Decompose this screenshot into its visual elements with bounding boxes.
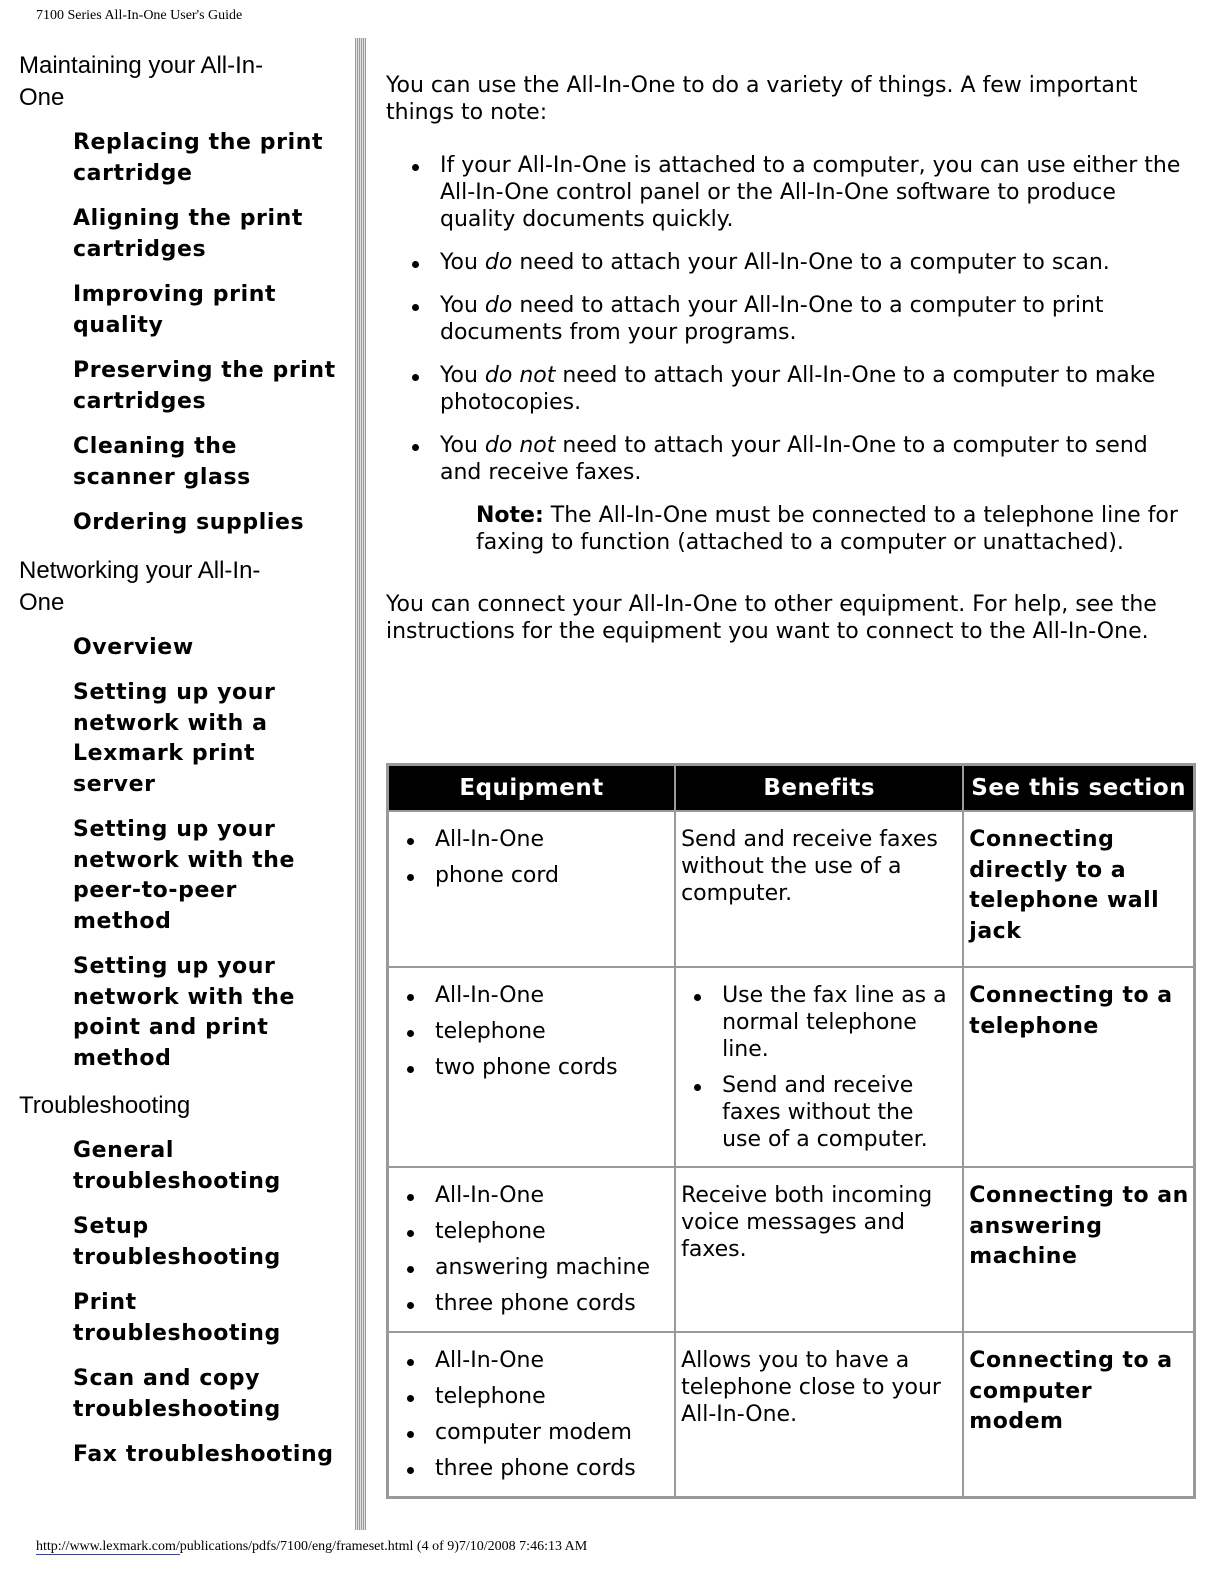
equipment-item: All-In-One [435,982,674,1009]
nav-section-troubleshooting: Troubleshooting [19,1092,191,1119]
equipment-cell [388,1332,675,1497]
note-text: The All-In-One must be connected to a telephone line for faxing to function (attached to a computer or unattached). [476,503,1178,555]
main-content [386,72,1196,645]
equipment-table [386,763,1196,1499]
benefit-text: Allows you to have a telephone close to your All-In-One. [681,1348,941,1427]
header-see-section: See this section [963,765,1194,811]
nav-link-preserving-cartridges[interactable]: Preserving the print cartridges [73,358,336,414]
section-cell [963,1167,1194,1332]
nav-link-aligning-cartridges[interactable]: Aligning the print cartridges [73,206,304,262]
section-link-answering-machine[interactable]: Connecting to an answering machine [969,1183,1189,1269]
nav-link-point-and-print[interactable]: Setting up your network with the point and print method [73,954,296,1071]
benefit-text: Receive both incoming voice messages and faxes. [681,1183,933,1262]
section-link-computer-modem[interactable]: Connecting to a computer modem [969,1348,1173,1434]
print-header: 7100 Series All-In-One User's Guide [36,8,243,23]
nav-link-improving-quality[interactable]: Improving print quality [73,282,277,338]
fax-note [476,502,1196,556]
nav-link-cleaning-glass[interactable]: Cleaning the scanner glass [73,434,251,490]
equipment-item: computer modem [435,1419,674,1446]
equipment-item: phone cord [435,862,674,889]
section-link-telephone[interactable]: Connecting to a telephone [969,983,1173,1039]
usage-note: You do not need to attach your All-In-One to a computer to send and receive faxes. [440,432,1196,486]
table-row [388,811,1194,967]
equipment-item: All-In-One [435,826,674,853]
equipment-item: three phone cords [435,1455,674,1482]
benefits-cell [675,811,963,967]
equipment-item: two phone cords [435,1054,674,1081]
section-cell [963,811,1194,967]
equipment-cell [388,967,675,1167]
usage-notes-list [386,152,1196,486]
footer-url-rest: publications/pdfs/7100/eng/frameset.html (4 of 9)7/10/2008 7:46:13 AM [179,1539,588,1554]
header-benefits: Benefits [675,765,963,811]
nav-link-print-server[interactable]: Setting up your network with a Lexmark print server [73,680,276,797]
equipment-cell [388,811,675,967]
print-footer [36,1539,587,1555]
frame-divider[interactable] [355,38,366,1530]
nav-link-setup-troubleshooting[interactable]: Setup troubleshooting [73,1214,281,1270]
benefit-text: Send and receive faxes without the use of a computer. [681,827,938,906]
section-link-wall-jack[interactable]: Connecting directly to a telephone wall jack [969,827,1160,944]
nav-link-scan-copy-troubleshooting[interactable]: Scan and copy troubleshooting [73,1366,281,1422]
benefits-cell [675,967,963,1167]
equipment-item: All-In-One [435,1182,674,1209]
benefit-item: Send and receive faxes without the use of a computer. [722,1072,954,1153]
benefits-cell [675,1167,963,1332]
equipment-item: telephone [435,1018,674,1045]
equipment-item: three phone cords [435,1290,674,1317]
usage-note: You do not need to attach your All-In-One to a computer to make photocopies. [440,362,1196,416]
equipment-item: answering machine [435,1254,674,1281]
footer-url-link[interactable]: http://www.lexmark.com/ [36,1539,180,1554]
table-header-row [388,765,1194,811]
nav-link-print-troubleshooting[interactable]: Print troubleshooting [73,1290,281,1346]
table-row [388,1167,1194,1332]
equipment-cell [388,1167,675,1332]
connect-paragraph: You can connect your All-In-One to other equipment. For help, see the instructions for the equipment you want to connect to the All-In-One. [386,592,1157,644]
nav-link-peer-to-peer[interactable]: Setting up your network with the peer-to-peer method [73,817,296,934]
section-cell [963,967,1194,1167]
header-equipment: Equipment [388,765,675,811]
nav-link-fax-troubleshooting[interactable]: Fax troubleshooting [73,1442,334,1467]
table-row [388,1332,1194,1497]
section-cell [963,1332,1194,1497]
sidebar-nav [19,50,344,1486]
nav-link-replacing-cartridge[interactable]: Replacing the print cartridge [73,130,324,186]
benefits-cell [675,1332,963,1497]
equipment-item: All-In-One [435,1347,674,1374]
usage-note: If your All-In-One is attached to a computer, you can use either the All-In-One control panel or the All-In-One software to produce quality documents quickly. [440,152,1196,233]
nav-section-maintaining: Maintaining your All-In-One [19,52,264,111]
note-label: Note: [476,503,544,528]
intro-paragraph: You can use the All-In-One to do a variety of things. A few important things to note: [386,73,1138,125]
usage-note: You do need to attach your All-In-One to a computer to scan. [440,249,1196,276]
nav-link-general-troubleshooting[interactable]: General troubleshooting [73,1138,281,1194]
nav-link-ordering-supplies[interactable]: Ordering supplies [73,510,305,535]
nav-section-networking: Networking your All-In-One [19,556,261,616]
nav-link-overview[interactable]: Overview [73,634,194,660]
usage-note: You do need to attach your All-In-One to a computer to print documents from your programs. [440,292,1196,346]
equipment-item: telephone [435,1218,674,1245]
equipment-item: telephone [435,1383,674,1410]
table-row [388,967,1194,1167]
benefit-item: Use the fax line as a normal telephone line. [722,982,954,1063]
